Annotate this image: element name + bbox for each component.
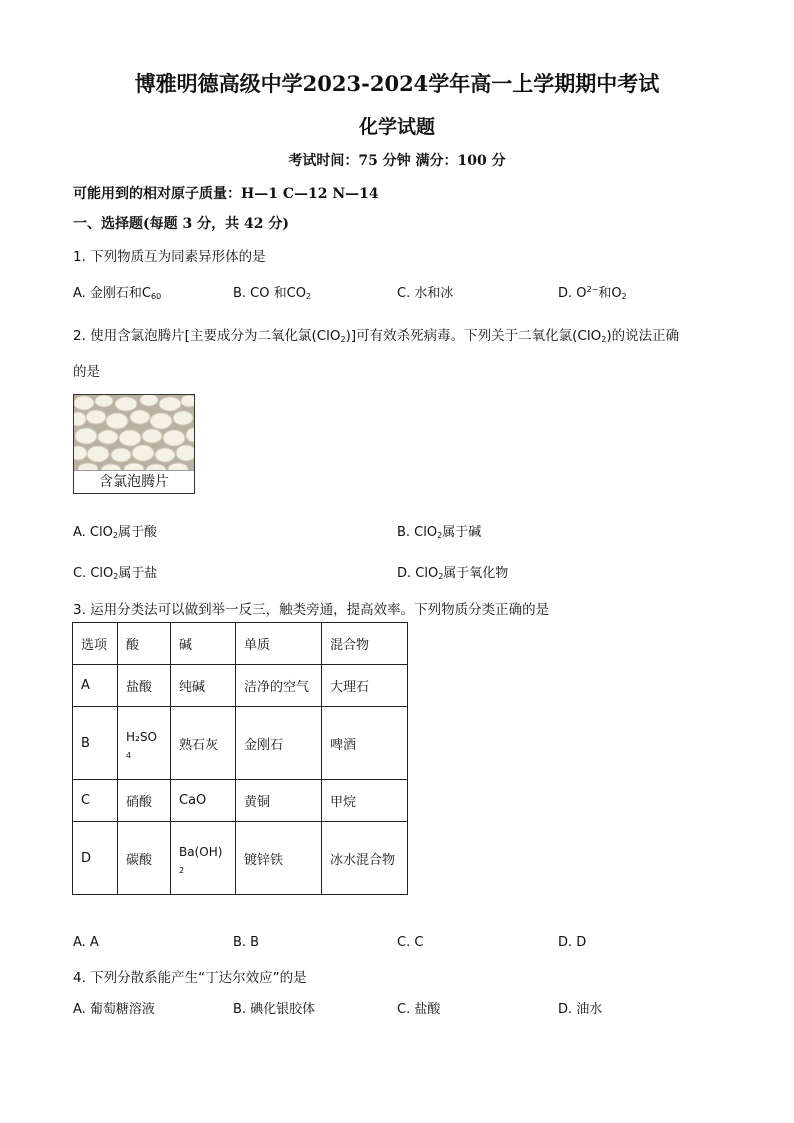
table-cell: 纯碱: [171, 665, 236, 707]
q1-option-b[interactable]: [233, 282, 311, 301]
question-2-stem-line2: 的是: [73, 364, 100, 380]
table-cell: A: [73, 665, 118, 707]
q2-option-a-post: 属于酸: [117, 525, 157, 540]
table-cell: CaO: [171, 780, 236, 822]
q3-option-d[interactable]: D. D: [558, 935, 587, 950]
table-cell: B: [73, 707, 118, 780]
table-cell: 大理石: [322, 665, 408, 707]
table-cell: 冰水混合物: [322, 822, 408, 895]
table-row: [73, 665, 408, 707]
table-row: [73, 707, 408, 780]
formula-part: H₂SO: [126, 730, 157, 744]
exam-title: 博雅明德高级中学2023-2024学年高一上学期期中考试: [134, 71, 660, 96]
q3-option-b[interactable]: B. B: [233, 935, 260, 950]
q2-option-a[interactable]: [73, 521, 157, 540]
table-cell-formula: [118, 707, 171, 780]
table-cell-formula: [171, 822, 236, 895]
q2-option-d-sub: 2: [438, 572, 444, 581]
table-cell: D: [73, 822, 118, 895]
table-header-cell: 混合物: [322, 623, 408, 665]
q2-stem-part2: )]可有效杀死病毒。下列关于二氧化氯(ClO: [345, 328, 602, 344]
table-cell: 黄铜: [236, 780, 322, 822]
q2-option-b-sub: 2: [437, 531, 443, 540]
table-cell: 硝酸: [118, 780, 171, 822]
q1-option-a-text: A. 金刚石和C: [73, 286, 152, 301]
q1-option-d[interactable]: [558, 282, 627, 301]
formula-part: Ba(OH): [179, 845, 223, 859]
table-header-cell: 单质: [236, 623, 322, 665]
q1-option-c-text: C. 水和冰: [397, 286, 454, 301]
q4-option-d[interactable]: D. 油水: [558, 1002, 603, 1017]
q2-option-b-post: 属于碱: [442, 525, 482, 540]
q4-option-b[interactable]: B. 碘化银胶体: [233, 1002, 316, 1017]
q1-option-c[interactable]: [397, 282, 453, 301]
formula-wrap: 2: [179, 866, 185, 875]
table-cell: 甲烷: [322, 780, 408, 822]
q3-option-c[interactable]: C. C: [397, 935, 424, 950]
q1-option-a-sub: 60: [151, 292, 162, 301]
table-header-row: [73, 623, 408, 665]
image-caption: 含氯泡腾片: [74, 470, 194, 493]
q2-stem-part3: )的说法正确: [606, 328, 680, 344]
q1-option-d-mid: 和O: [598, 286, 622, 301]
q2-option-c-sub: 2: [113, 572, 119, 581]
table-cell: 金刚石: [236, 707, 322, 780]
table-header-cell: 碱: [171, 623, 236, 665]
q2-option-b[interactable]: [397, 521, 481, 540]
q2-option-d-pre: D. ClO: [397, 566, 439, 581]
q2-option-c[interactable]: [73, 562, 157, 581]
q1-option-b-sub: 2: [305, 292, 312, 301]
q1-option-a[interactable]: [73, 282, 161, 301]
table-cell: 洁净的空气: [236, 665, 322, 707]
table-row: [73, 780, 408, 822]
classification-table: [72, 622, 408, 895]
effervescent-tablet-image: [73, 394, 195, 494]
q1-option-b-text: B. CO 和CO: [233, 286, 306, 301]
table-header-cell: 选项: [73, 623, 118, 665]
q2-option-c-post: 属于盐: [118, 566, 158, 581]
table-cell: 镀锌铁: [236, 822, 322, 895]
q2-option-d-post: 属于氧化物: [443, 566, 509, 581]
table-cell: 啤酒: [322, 707, 408, 780]
q1-option-d-sup: 2−: [586, 285, 599, 294]
atomic-mass-line: 可能用到的相对原子质量：H—1 C—12 N—14: [73, 186, 379, 202]
exam-info: 考试时间：75 分钟 满分：100 分: [288, 153, 506, 169]
q4-option-a[interactable]: A. 葡萄糖溶液: [73, 1002, 155, 1017]
table-cell: 盐酸: [118, 665, 171, 707]
table-cell: 碳酸: [118, 822, 171, 895]
formula-wrap: 4: [126, 751, 132, 760]
table-row: [73, 822, 408, 895]
table-header-cell: 酸: [118, 623, 171, 665]
q1-option-d-text: D. O: [558, 286, 587, 301]
question-3-stem: 3. 运用分类法可以做到举一反三，触类旁通，提高效率。下列物质分类正确的是: [73, 602, 550, 618]
q2-option-c-pre: C. ClO: [73, 566, 114, 581]
table-cell: C: [73, 780, 118, 822]
table-cell: 熟石灰: [171, 707, 236, 780]
q2-option-b-pre: B. ClO: [397, 525, 438, 540]
q2-stem-part1: 2. 使用含氯泡腾片[主要成分为二氧化氯(ClO: [73, 328, 341, 344]
tablets-illustration: [74, 395, 194, 471]
question-1-stem: 1. 下列物质互为同素异形体的是: [73, 249, 266, 265]
question-2-stem-line1: [73, 324, 679, 344]
question-4-stem: 4. 下列分散系能产生“丁达尔效应”的是: [73, 970, 307, 986]
q2-option-a-pre: A. ClO: [73, 525, 113, 540]
q1-option-d-sub: 2: [621, 292, 627, 301]
q2-option-d[interactable]: [397, 562, 508, 581]
q2-stem-sub2: 2: [601, 335, 607, 344]
q2-option-a-sub: 2: [112, 531, 118, 540]
q2-stem-sub1: 2: [340, 335, 346, 344]
q4-option-c[interactable]: C. 盐酸: [397, 1002, 441, 1017]
section-heading: 一、选择题(每题 3 分，共 42 分): [73, 216, 289, 232]
q3-option-a[interactable]: A. A: [73, 935, 99, 950]
subject-title: 化学试题: [358, 116, 435, 138]
